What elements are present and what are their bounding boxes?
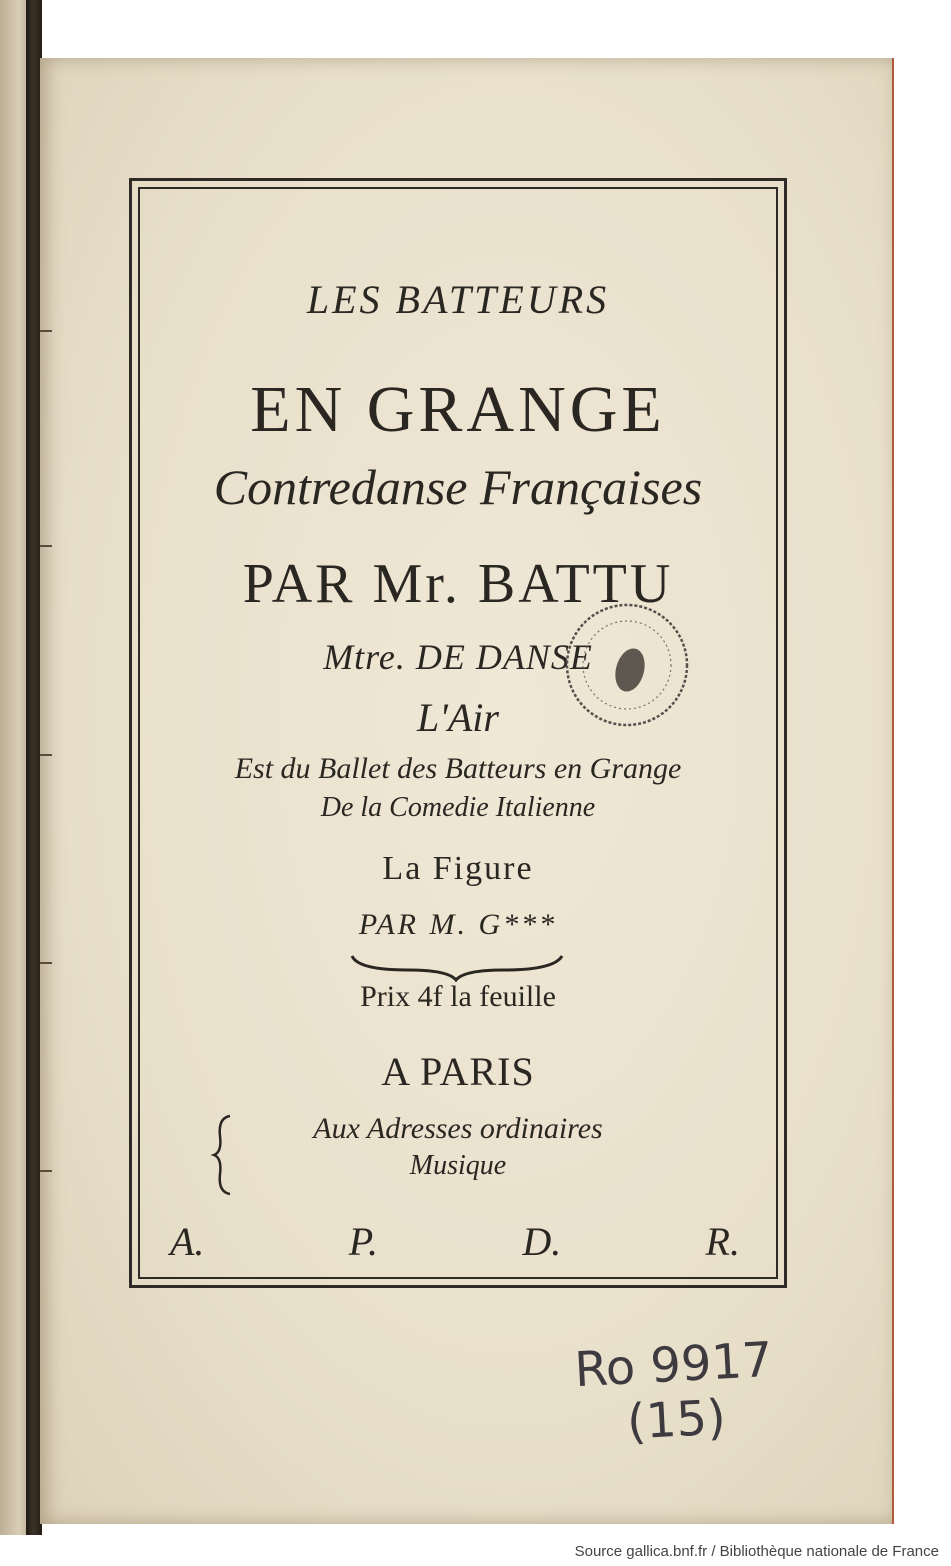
figure-heading: La Figure xyxy=(382,850,534,887)
shelfmark xyxy=(557,1332,792,1454)
privilege-letter: A. xyxy=(170,1219,205,1264)
air-source-line-2: De la Comedie Italienne xyxy=(320,792,596,823)
privilege-letter: R. xyxy=(705,1219,740,1264)
library-stamp xyxy=(562,600,692,730)
air-source-line-1: Est du Ballet des Batteurs en Grange xyxy=(234,752,682,785)
subtitle-contredanse: Contredanse Françaises xyxy=(213,459,703,515)
price-line: Prix 4f la feuille xyxy=(360,980,556,1013)
title-line-1: LES BATTEURS xyxy=(306,277,610,322)
stitch-mark xyxy=(40,545,52,547)
author-title: Mtre. DE DANSE xyxy=(323,637,593,677)
privilege-letter: P. xyxy=(348,1219,379,1264)
stitch-mark xyxy=(40,1170,52,1172)
shelfmark-volume: (15) xyxy=(625,1389,728,1451)
air-heading: L'Air xyxy=(417,695,499,740)
stitch-mark xyxy=(40,330,52,332)
stitch-mark xyxy=(40,754,52,756)
address-line-1: Aux Adresses ordinaires xyxy=(313,1112,603,1145)
brace-ornament xyxy=(348,950,568,984)
figure-author: PAR M. G*** xyxy=(358,908,558,941)
privilege-line xyxy=(170,1218,740,1265)
place-paris: A PARIS xyxy=(381,1049,535,1094)
author-line: PAR Mr. BATTU xyxy=(242,553,674,615)
privilege-letter: D. xyxy=(522,1219,562,1264)
shelfmark-number: Ro 9917 xyxy=(573,1331,774,1399)
title-line-2: EN GRANGE xyxy=(250,373,666,446)
source-credit: Source gallica.bnf.fr / Bibliothèque nationale de France xyxy=(574,1543,939,1560)
address-line-2: Musique xyxy=(409,1150,507,1181)
stitch-mark xyxy=(40,962,52,964)
